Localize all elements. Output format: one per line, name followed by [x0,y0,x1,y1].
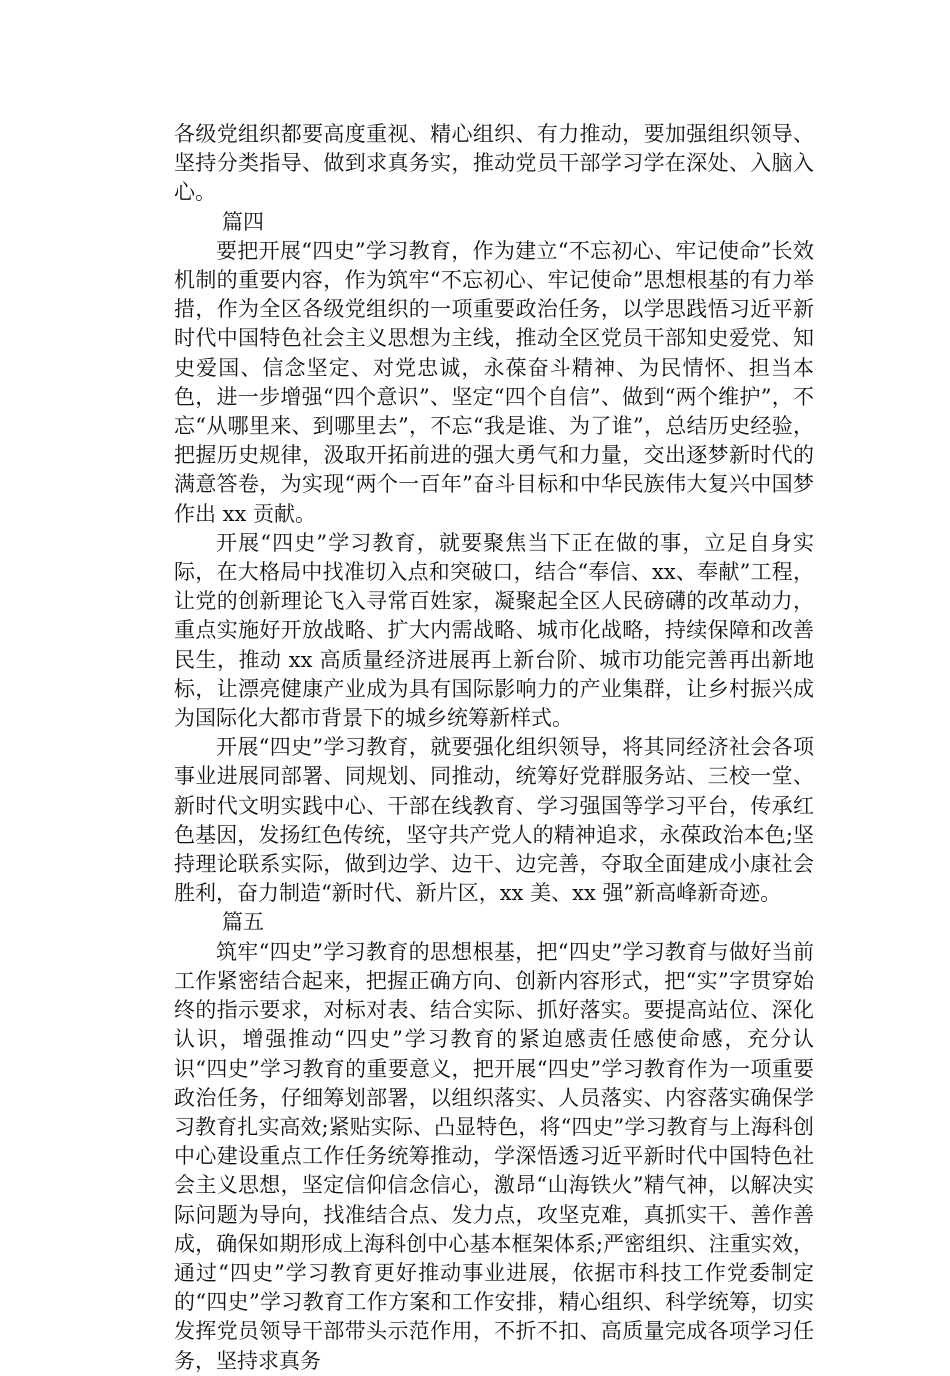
section5-paragraph-1: 筑牢“四史”学习教育的思想根基，把“四史”学习教育与做好当前工作紧密结合起来，把握正确方向、创新内容形式，把“实”字贯穿始终的指示要求，对标对表、结合实际、抓好落实。要提高站位、深化认识，增强推动“四史”学习教育的紧迫感责任感使命感，充分认识“四史”学习教育的重要意义，把开展“四史”学习教育作为一项重要政治任务，仔细筹划部署，以组织落实、人员落实、内容落实确保学习教育扎实高效;紧贴实际、凸显特色，将“四史”学习教育与上海科创中心建设重点工作任务统筹推动，学深悟透习近平新时代中国特色社会主义思想，坚定信仰信念信心，激昂“山海铁火”精气神，以解决实际问题为导向，找准结合点、发力点，攻坚克难，真抓实干、善作善成，确保如期形成上海科创中心基本框架体系;严密组织、注重实效，通过“四史”学习教育更好推动事业进展，依据市科技工作党委制定的“四史”学习教育工作方案和工作安排，精心组织、科学统筹，切实发挥党员领导干部带头示范作用，不折不扣、高质量完成各项学习任务，坚持求真务 [174,939,814,1373]
section4-paragraph-3: 开展“四史”学习教育，就要强化组织领导，将其同经济社会各项事业进展同部署、同规划、同推动，统筹好党群服务站、三校一堂、新时代文明实践中心、干部在线教育、学习强国等学习平台，传承红色基因，发扬红色传统，坚守共产党人的精神追求，永葆政治本色;坚持理论联系实际，做到边学、边干、边完善，夺取全面建成小康社会胜利，奋力制造“新时代、新片区，xx 美、xx 强”新高峰新奇迹。 [174,735,814,906]
document-page [174,120,814,1376]
intro-paragraph: 各级党组织都要高度重视、精心组织、有力推动，要加强组织领导、坚持分类指导、做到求真务实，推动党员干部学习学在深处、入脑入心。 [174,122,814,205]
section4-paragraph-1: 要把开展“四史”学习教育，作为建立“不忘初心、牢记使命”长效机制的重要内容，作为筑牢“不忘初心、牢记使命”思想根基的有力举措，作为全区各级党组织的一项重要政治任务，以学思践悟习近平新时代中国特色社会主义思想为主线，推动全区党员干部知史爱党、知史爱国、信念坚定、对党忠诚，永葆奋斗精神、为民情怀、担当本色，进一步增强“四个意识”、坚定“四个自信”、做到“两个维护”，不忘“从哪里来、到哪里去”，不忘“我是谁、为了谁”，总结历史经验，把握历史规律，汲取开拓前进的强大勇气和力量，交出逐梦新时代的满意答卷，为实现“两个一百年”奋斗目标和中华民族伟大复兴中国梦作出 xx 贡献。 [174,238,814,526]
section-heading-4: 篇四 [222,209,264,234]
section4-paragraph-2: 开展“四史”学习教育，就要聚焦当下正在做的事，立足自身实际，在大格局中找准切入点和突破口，结合“奉信、xx、奉献”工程，让党的创新理论飞入寻常百姓家，凝聚起全区人民磅礴的改革动力，重点实施好开放战略、扩大内需战略、城市化战略，持续保障和改善民生，推动 xx 高质量经济进展再上新台阶、城市功能完善再出新地标，让漂亮健康产业成为具有国际影响力的产业集群，让乡村振兴成为国际化大都市背景下的城乡统筹新样式。 [174,530,814,731]
section-heading-5: 篇五 [222,910,264,935]
